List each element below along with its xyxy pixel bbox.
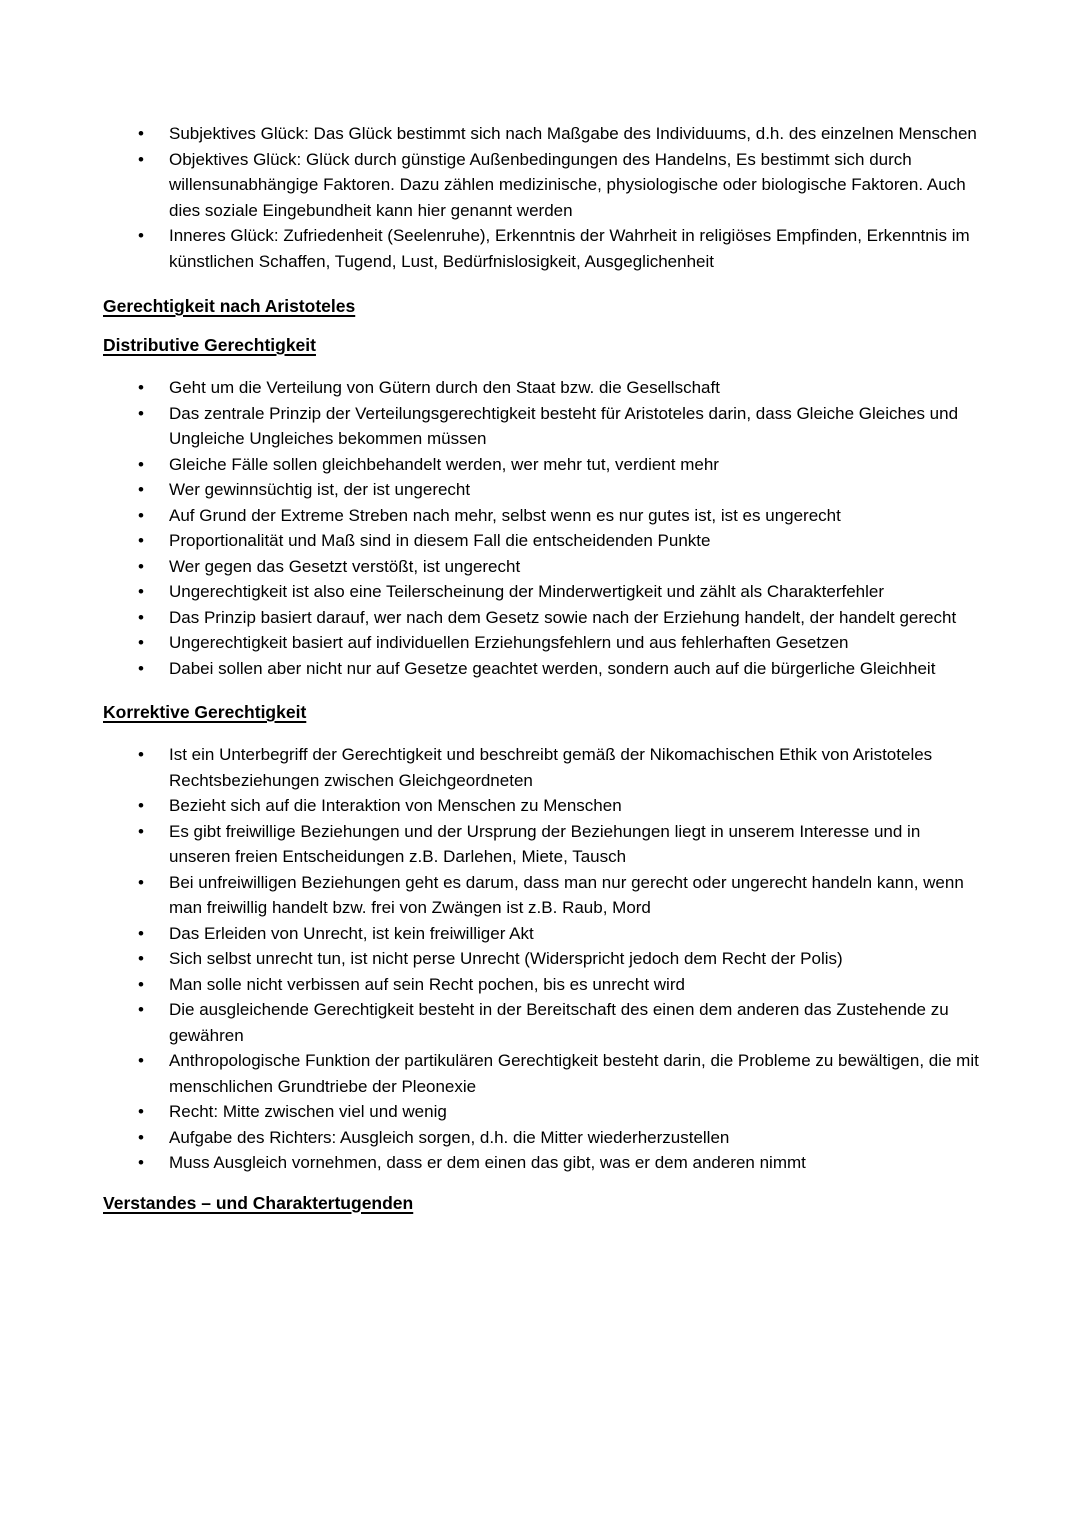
bullet-icon: • <box>138 821 144 841</box>
bullet-icon: • <box>138 949 144 968</box>
bullet-icon: • <box>138 1102 144 1121</box>
bullet-icon: • <box>138 1000 144 1019</box>
list-item <box>138 401 980 452</box>
glueck-list <box>103 121 980 274</box>
bullet-icon: • <box>138 149 144 169</box>
list-item-text: Inneres Glück: Zufriedenheit (Seelenruhe), Erkenntnis der Wahrheit in religiöses Empfinden, Erkenntnis im künstlichen Schaffen, Tugend, Lust, Bedürfnislosigkeit, Ausgeglichenheit <box>169 226 970 271</box>
list-item <box>138 819 980 870</box>
bullet-icon: • <box>138 1153 144 1172</box>
list-item-text: Bezieht sich auf die Interaktion von Menschen zu Menschen <box>169 796 622 815</box>
list-item-text: Subjektives Glück: Das Glück bestimmt sich nach Maßgabe des Individuums, d.h. des einzelnen Menschen <box>169 124 977 143</box>
bullet-icon: • <box>138 658 144 678</box>
list-item <box>138 870 980 921</box>
list-item-text: Die ausgleichende Gerechtigkeit besteht in der Bereitschaft des einen dem anderen das Zustehende zu gewähren <box>169 1000 949 1045</box>
list-item <box>138 1099 980 1125</box>
list-item-text: Wer gegen das Gesetzt verstößt, ist ungerecht <box>169 556 521 576</box>
list-item <box>138 1125 980 1151</box>
list-item <box>138 477 980 503</box>
bullet-icon: • <box>138 531 144 550</box>
heading-gerechtigkeit-nach-aristoteles: Gerechtigkeit nach Aristoteles <box>103 296 356 316</box>
bullet-icon: • <box>138 745 144 764</box>
bullet-icon: • <box>138 1127 144 1147</box>
bullet-icon: • <box>138 556 144 576</box>
list-item <box>138 1048 980 1099</box>
bullet-icon: • <box>138 1051 144 1070</box>
list-item <box>138 1150 980 1176</box>
list-item <box>138 375 980 401</box>
list-item-text: Proportionalität und Maß sind in diesem Fall die entscheidenden Punkte <box>169 531 711 550</box>
bullet-icon: • <box>138 124 144 143</box>
list-item <box>138 121 980 147</box>
list-item-text: Sich selbst unrecht tun, ist nicht perse Unrecht (Widerspricht jedoch dem Recht der Polis) <box>169 949 843 968</box>
list-item-text: Das zentrale Prinzip der Verteilungsgerechtigkeit besteht für Aristoteles darin, dass Gleiche Gleiches und Ungleiche Ungleiches bekommen müssen <box>169 403 959 448</box>
list-item <box>138 972 980 998</box>
korrektive-list <box>103 742 980 1176</box>
list-item <box>138 554 980 580</box>
bullet-icon: • <box>138 923 144 943</box>
list-item-text: Das Erleiden von Unrecht, ist kein freiwilliger Akt <box>169 923 534 943</box>
list-item <box>138 793 980 819</box>
heading-verstandes-und-charaktertugenden: Verstandes – und Charaktertugenden <box>103 1192 414 1213</box>
bullet-icon: • <box>138 582 144 601</box>
list-item-text: Muss Ausgleich vornehmen, dass er dem einen das gibt, was er dem anderen nimmt <box>169 1153 806 1172</box>
bullet-icon: • <box>138 796 144 815</box>
list-item-text: Das Prinzip basiert darauf, wer nach dem Gesetz sowie nach der Erziehung handelt, der handelt gerecht <box>169 607 957 627</box>
list-item-text: Man solle nicht verbissen auf sein Recht pochen, bis es unrecht wird <box>169 974 685 994</box>
list-item-text: Auf Grund der Extreme Streben nach mehr, selbst wenn es nur gutes ist, ist es ungerecht <box>169 505 841 525</box>
list-item-text: Ungerechtigkeit ist also eine Teilerscheinung der Minderwertigkeit und zählt als Charakterfehler <box>169 582 885 601</box>
bullet-icon: • <box>138 607 144 627</box>
list-item-text: Anthropologische Funktion der partikulären Gerechtigkeit besteht darin, die Probleme zu bewältigen, die mit menschlichen Grundtriebe der Pleonexie <box>169 1051 979 1096</box>
bullet-icon: • <box>138 454 144 474</box>
list-item <box>138 147 980 224</box>
heading-distributive-gerechtigkeit: Distributive Gerechtigkeit <box>103 335 316 355</box>
list-item <box>138 921 980 947</box>
list-item-text: Wer gewinnsüchtig ist, der ist ungerecht <box>169 480 471 499</box>
list-item-text: Ungerechtigkeit basiert auf individuellen Erziehungsfehlern und aus fehlerhaften Gesetzen <box>169 633 849 652</box>
list-item <box>138 630 980 656</box>
list-item-text: Objektives Glück: Glück durch günstige Außenbedingungen des Handelns, Es bestimmt sich durch willensunabhängige Faktoren. Dazu zählen medizinische, physiologische oder biologische Faktoren. Auch dies soziale Eingebundheit kann hier genannt werden <box>169 149 966 220</box>
heading-korrektive-gerechtigkeit: Korrektive Gerechtigkeit <box>103 702 307 722</box>
list-item <box>138 742 980 793</box>
list-item-text: Ist ein Unterbegriff der Gerechtigkeit und beschreibt gemäß der Nikomachischen Ethik von Aristoteles Rechtsbeziehungen zwischen Gleichgeordneten <box>169 745 933 790</box>
list-item <box>138 223 980 274</box>
bullet-icon: • <box>138 226 144 245</box>
bullet-icon: • <box>138 378 144 397</box>
bullet-icon: • <box>138 974 144 994</box>
bullet-icon: • <box>138 403 144 423</box>
list-item <box>138 452 980 478</box>
list-item-text: Bei unfreiwilligen Beziehungen geht es darum, dass man nur gerecht oder ungerecht handeln kann, wenn man freiwillig handelt bzw. frei von Zwängen ist z.B. Raub, Mord <box>169 872 964 917</box>
list-item <box>138 997 980 1048</box>
bullet-icon: • <box>138 480 144 499</box>
list-item <box>138 503 980 529</box>
list-item-text: Aufgabe des Richters: Ausgleich sorgen, d.h. die Mitter wiederherzustellen <box>169 1127 730 1147</box>
list-item <box>138 579 980 605</box>
list-item-text: Recht: Mitte zwischen viel und wenig <box>169 1102 447 1121</box>
bullet-icon: • <box>138 505 144 525</box>
bullet-icon: • <box>138 633 144 652</box>
list-item <box>138 528 980 554</box>
bullet-icon: • <box>138 872 144 892</box>
distributive-list <box>103 375 980 681</box>
list-item-text: Es gibt freiwillige Beziehungen und der Ursprung der Beziehungen liegt in unserem Interesse und in unseren freien Entscheidungen z.B. Darlehen, Miete, Tausch <box>169 821 921 866</box>
list-item-text: Dabei sollen aber nicht nur auf Gesetze geachtet werden, sondern auch auf die bürgerliche Gleichheit <box>169 658 936 678</box>
list-item-text: Geht um die Verteilung von Gütern durch den Staat bzw. die Gesellschaft <box>169 378 720 397</box>
list-item-text: Gleiche Fälle sollen gleichbehandelt werden, wer mehr tut, verdient mehr <box>169 454 719 474</box>
list-item <box>138 656 980 682</box>
list-item <box>138 605 980 631</box>
list-item <box>138 946 980 972</box>
